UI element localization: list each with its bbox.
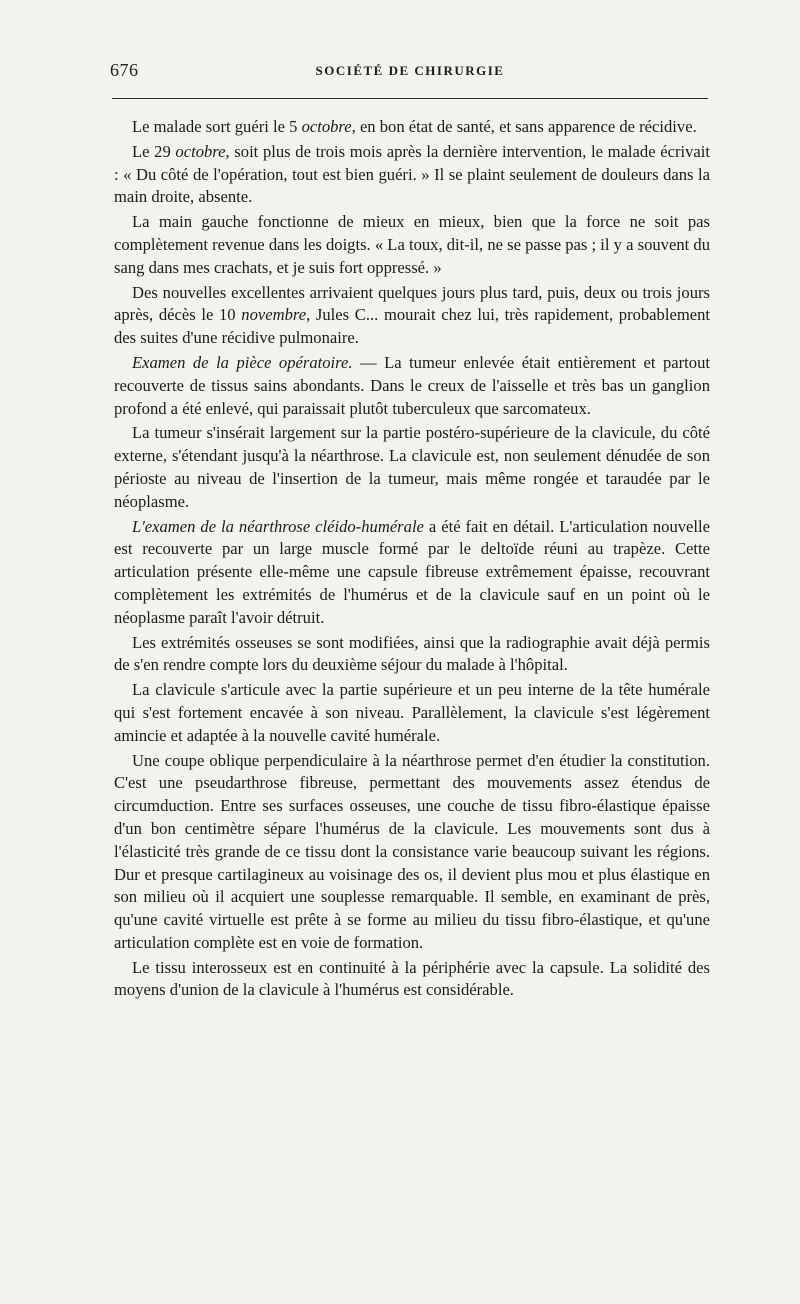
paragraph-text: , soit plus de trois mois après la dernière intervention, le malade écrivait : « Du côté de l'opération, tout est bien guéri. » Il se plaint seulement de douleurs dans la main droite, absente. — [114, 141, 710, 207]
paragraph-7 — [114, 516, 710, 630]
body-text — [114, 116, 710, 1002]
italic-text: novembre — [241, 305, 307, 325]
paragraph-2 — [114, 141, 710, 209]
paragraph-text: a été fait en détail. L'articulation nouvelle est recouverte par un large muscle formé par le deltoïde réuni au trapèze. Cette articulation présente elle-même une capsule fibreuse extrêmement épaisse, recouvrant complètement les extrémités de l'humérus et de la clavicule sauf en un point où le néoplasme paraît l'avoir détruit. — [114, 516, 711, 627]
paragraph-text: La tumeur s'insérait largement sur la partie postéro-supérieure de la clavicule, du côté externe, s'étendant jusqu'à la néarthrose. La clavicule est, non seulement dénudée de son périoste au niveau de l'insertion de la tumeur, mais même rongée et taraudée par le néoplasme. — [114, 423, 710, 511]
paragraph-8 — [114, 632, 710, 678]
page-number: 676 — [110, 60, 139, 80]
paragraph-5 — [114, 352, 710, 420]
running-title: SOCIÉTÉ DE CHIRURGIE — [315, 63, 505, 78]
paragraph-9 — [114, 679, 710, 747]
paragraph-6 — [114, 422, 710, 513]
paragraph-text: Les extrémités osseuses se sont modifiées, ainsi que la radiographie avait déjà permis de s'en rendre compte lors du deuxième séjour du malade à l'hôpital. — [114, 632, 710, 675]
paragraph-text: Des nouvelles excellentes arrivaient quelques jours plus tard, puis, deux ou trois jours après, décès le 10 — [114, 282, 710, 325]
italic-text: L'examen de la néarthrose cléido-humérale — [132, 516, 424, 536]
paragraph-text: La clavicule s'articule avec la partie supérieure et un peu interne de la tête humérale qui s'est fortement encavée à son niveau. Parallèlement, la clavicule s'est légèrement amincie et adaptée à la nouvelle cavité humérale. — [114, 680, 710, 745]
header-rule — [112, 98, 708, 99]
paragraph-text: , Jules C... mourait chez lui, très rapidement, probablement des suites d'une récidive pulmonaire. — [114, 305, 710, 348]
paragraph-1 — [114, 116, 710, 139]
paragraph-10 — [114, 750, 710, 955]
paragraph-text: Le 29 — [132, 141, 176, 161]
paragraph-11 — [114, 957, 710, 1003]
paragraph-text: La main gauche fonctionne de mieux en mieux, bien que la force ne soit pas complètement revenue dans les doigts. « La toux, dit-il, ne se passe pas ; il y a souvent du sang dans mes crachats, et je suis fort oppressé. » — [114, 212, 710, 277]
italic-text: octobre — [301, 117, 352, 136]
paragraph-4 — [114, 282, 710, 350]
page-header — [110, 60, 710, 86]
paragraph-text: , en bon état de santé, et sans apparence de récidive. — [351, 117, 697, 136]
paragraph-text: Le tissu interosseux est en continuité à la périphérie avec la capsule. La solidité des moyens d'union de la clavicule à l'humérus est considérable. — [114, 957, 710, 1000]
paragraph-text: Le malade sort guéri le 5 — [132, 117, 302, 136]
italic-text: Examen de la pièce opératoire. — [132, 352, 353, 372]
paragraph-text: Une coupe oblique perpendiculaire à la néarthrose permet d'en étudier la constitution. C'est une pseudarthrose fibreuse, permettant des mouvements assez étendus de circumduction. Entre ses surfaces osseuses, une couche de tissu fibro-élastique épaisse d'un bon centimètre sépare l'humérus de la clavicule. Les mouvements sont dus à l'élasticité très grande de ce tissu dont la consistance varie beaucoup suivant les régions. Dur et presque cartilagineux au voisinage des os, il devient plus mou et plus élastique en son milieu où il acquiert une souplesse remarquable. Il semble, en examinant de près, qu'une cavité virtuelle est prête à se forme au milieu du tissu fibro-élastique, et qu'une articulation complète est en voie de formation. — [114, 750, 710, 952]
paragraph-3 — [114, 211, 710, 279]
italic-text: octobre — [175, 141, 226, 161]
paragraph-text: — La tumeur enlevée était entièrement et partout recouverte de tissus sains abondants. Dans le creux de l'aisselle et très bas un ganglion profond a été enlevé, qui paraissait plutôt tuberculeux que sarcomateux. — [114, 352, 710, 418]
